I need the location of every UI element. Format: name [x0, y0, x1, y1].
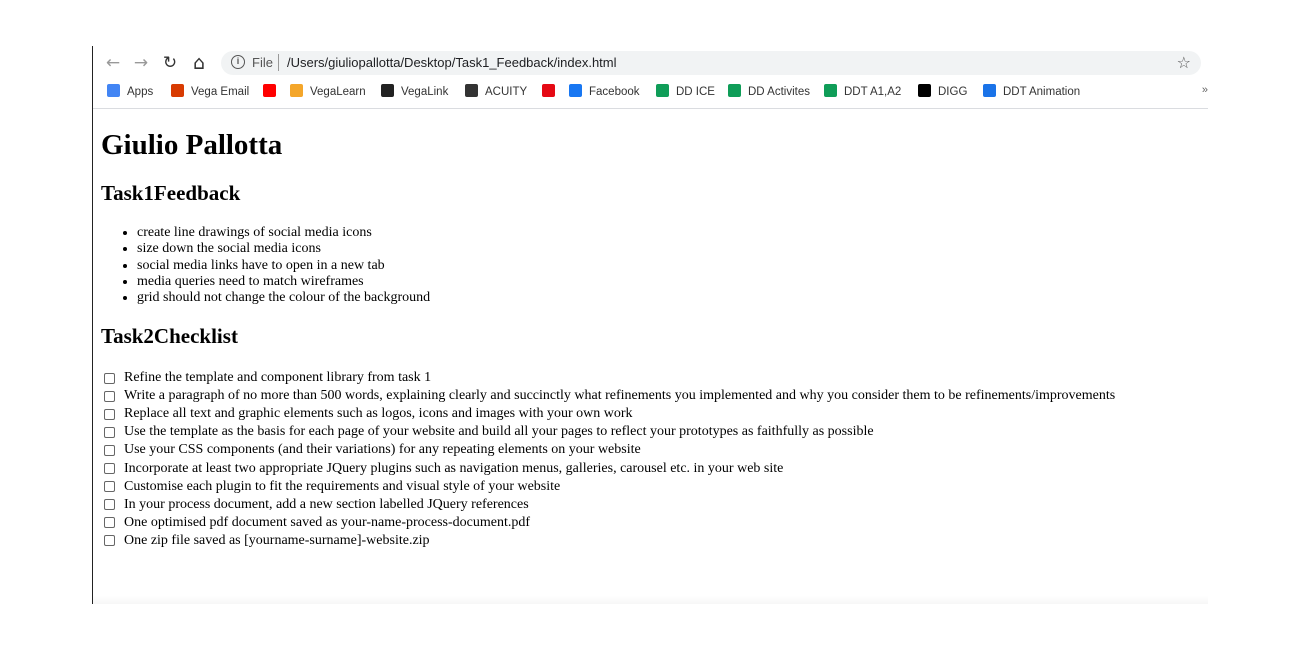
bookmark-item[interactable] [465, 84, 527, 100]
checklist-item-label: One zip file saved as [yourname-surname]-website.zip [124, 532, 430, 548]
bookmark-item[interactable] [918, 84, 967, 100]
checklist-item-label: Refine the template and component library from task 1 [124, 370, 432, 386]
checklist-checkbox[interactable] [104, 373, 115, 384]
facebook-icon [569, 84, 582, 97]
checklist-checkbox[interactable] [104, 445, 115, 456]
bookmark-item[interactable] [290, 84, 366, 100]
checklist-item [101, 478, 1201, 496]
checklist-item-label: Use the template as the basis for each page of your website and build all your pages to reflect your prototypes as faithfully as possible [124, 424, 874, 440]
bookmark-item[interactable] [656, 84, 715, 100]
window-left-border [92, 46, 93, 604]
browser-toolbar [93, 46, 1208, 80]
checklist-item [101, 459, 1201, 477]
bookmarks-bar [93, 80, 1208, 104]
checklist-item-label: Replace all text and graphic elements such as logos, icons and images with your own work [124, 406, 633, 422]
url-text[interactable]: /Users/giuliopallotta/Desktop/Task1_Feedback/index.html [287, 55, 617, 70]
address-bar[interactable] [221, 51, 1201, 75]
checklist-checkbox[interactable] [104, 517, 115, 528]
checklist-item [101, 369, 1201, 387]
bookmark-item[interactable] [381, 84, 448, 100]
bookmark-item[interactable] [569, 84, 640, 100]
checklist-item [101, 496, 1201, 514]
checklist-checkbox[interactable] [104, 391, 115, 402]
feedback-list-item: • media queries need to match wireframes [137, 274, 430, 290]
checklist-item [101, 441, 1201, 459]
checklist-item [101, 423, 1201, 441]
checklist-item [101, 405, 1201, 423]
netflix-icon [542, 84, 555, 97]
back-icon[interactable]: ← [105, 53, 121, 73]
page-title: Giulio Pallotta [101, 129, 283, 161]
bookmark-item[interactable] [824, 84, 901, 100]
bookmark-label: DDT A1,A2 [844, 86, 902, 98]
task2-heading: Task2Checklist [101, 324, 238, 348]
bookmark-label: VegaLink [401, 86, 449, 98]
site-info-icon[interactable]: i [231, 55, 245, 69]
bookmark-label: DD Activites [748, 86, 810, 98]
bookmark-label: ACUITY [485, 86, 528, 98]
apps-grid-icon [107, 84, 120, 97]
checklist-checkbox[interactable] [104, 499, 115, 510]
google-drive-icon [656, 84, 669, 97]
forward-icon[interactable]: → [133, 53, 149, 73]
bookmark-label: DIGG [938, 86, 968, 98]
checklist-checkbox[interactable] [104, 427, 115, 438]
url-scheme-label: File [252, 55, 273, 70]
google-drive-icon [824, 84, 837, 97]
bookmarks-overflow-icon[interactable]: » [1201, 84, 1208, 96]
checklist-checkbox[interactable] [104, 481, 115, 492]
checklist-item-label: One optimised pdf document saved as your-name-process-document.pdf [124, 514, 530, 530]
bookmark-label: Facebook [589, 86, 640, 98]
bookmark-item[interactable] [107, 84, 153, 100]
page-bottom-shade [93, 596, 1208, 604]
google-drive-icon [728, 84, 741, 97]
bookmark-label: DDT Animation [1003, 86, 1081, 98]
checklist-checkbox[interactable] [104, 409, 115, 420]
bookmark-label: Vega Email [191, 86, 250, 98]
youtube-icon [263, 84, 276, 97]
feedback-list-item: • create line drawings of social media icons [137, 225, 430, 241]
checklist-item-label: Use your CSS components (and their variations) for any repeating elements on your website [124, 442, 641, 458]
task1-feedback-list [101, 225, 430, 306]
acuity-icon [465, 84, 478, 97]
checklist-item [101, 532, 1201, 550]
task1-heading: Task1Feedback [101, 181, 241, 205]
checklist-item [101, 514, 1201, 532]
checklist-item-label: Customise each plugin to fit the requirements and visual style of your website [124, 478, 561, 494]
vegalearn-icon [290, 84, 303, 97]
vegalink-icon [381, 84, 394, 97]
bookmark-item[interactable] [263, 84, 283, 100]
video-icon [983, 84, 996, 97]
task2-checklist [101, 369, 1201, 550]
feedback-list-item: • grid should not change the colour of the background [137, 290, 430, 306]
reload-icon[interactable]: ↻ [162, 53, 178, 73]
bookmark-label: VegaLearn [310, 86, 366, 98]
feedback-list-item: • size down the social media icons [137, 241, 430, 257]
home-icon[interactable]: ⌂ [192, 52, 206, 74]
bookmark-label: Apps [127, 86, 154, 98]
feedback-list-item: • social media links have to open in a new tab [137, 258, 430, 274]
checklist-checkbox[interactable] [104, 463, 115, 474]
bookmark-star-icon[interactable]: ☆ [1176, 53, 1191, 72]
address-separator [278, 54, 279, 71]
bookmark-item[interactable] [171, 84, 249, 100]
bookmark-item[interactable] [542, 84, 562, 100]
toolbar-divider [93, 108, 1208, 109]
checklist-item-label: Incorporate at least two appropriate JQuery plugins such as navigation menus, galleries, carousel etc. in your web site [124, 460, 784, 476]
office-icon [171, 84, 184, 97]
checklist-item [101, 387, 1201, 405]
checklist-item-label: Write a paragraph of no more than 500 words, explaining clearly and succinctly what refinements you implemented and why you consider them to be refinements/improvements [124, 388, 1116, 404]
bookmark-label: DD ICE [676, 86, 715, 98]
checklist-item-label: In your process document, add a new section labelled JQuery references [124, 496, 529, 512]
bookmark-item[interactable] [983, 84, 1080, 100]
checklist-checkbox[interactable] [104, 535, 115, 546]
medium-icon [918, 84, 931, 97]
bookmark-item[interactable] [728, 84, 810, 100]
